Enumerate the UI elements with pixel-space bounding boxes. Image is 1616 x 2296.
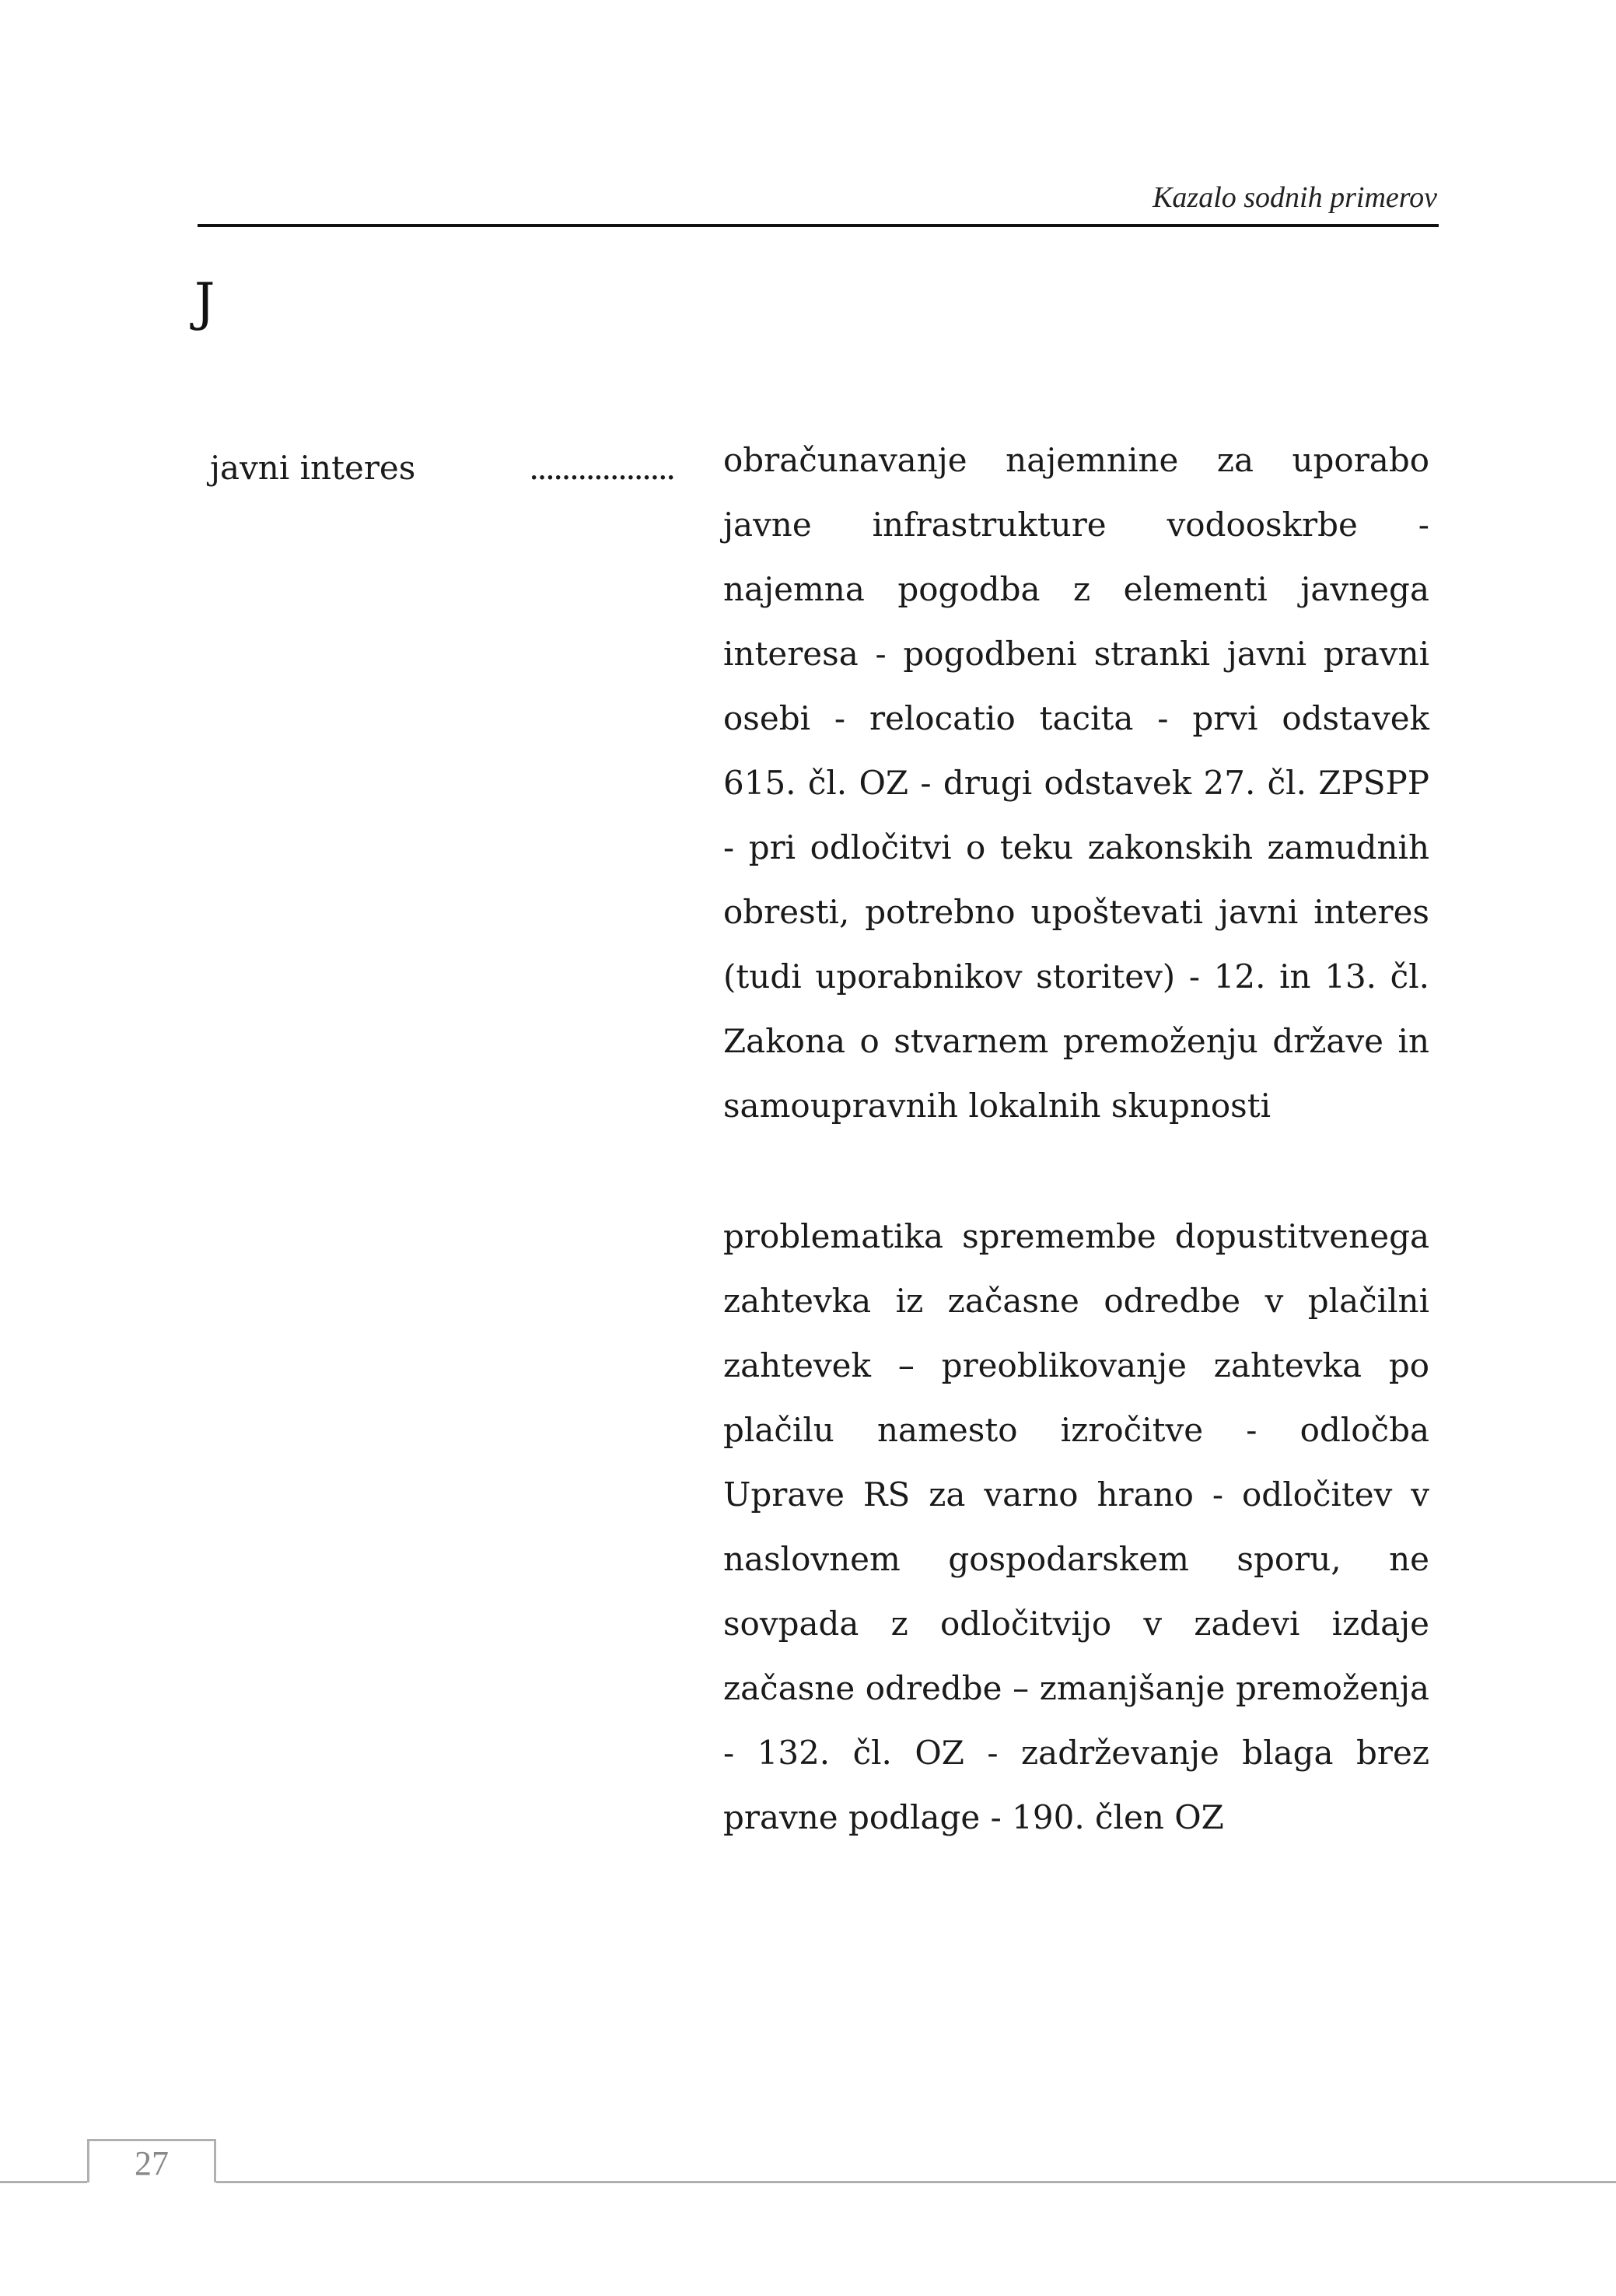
footer-rule (0, 2181, 87, 2183)
page-number: 27 (135, 2144, 169, 2182)
entry-description: obračunavanje najemnine za uporabo javne infrastrukture vodooskrbe - najemna pogodba z elementi javnega interesa - pogodbeni stranki javni pravni osebi - relocatio tacita - prvi odstavek 615. čl. OZ - drugi odstavek 27. čl. ZPSPP - pri odločitvi o teku zakonskih zamudnih obresti, potrebno upoštevati javni interes (tudi uporabnikov storitev) - 12. in 13. čl. Zakona o stvarnem premoženju države in samoupravnih lokalnih skupnosti (723, 441, 1429, 1125)
section-letter: J (194, 272, 215, 332)
footer-rule (216, 2181, 1616, 2183)
dot-leader: .................. (529, 449, 674, 487)
header-rule (198, 224, 1439, 227)
running-header: Kazalo sodnih primerov (1153, 181, 1437, 214)
index-term: javni interes (210, 449, 416, 487)
entry-description: problematika spremembe dopustitvenega zahtevka iz začasne odredbe v plačilni zahtevek – preoblikovanje zahtevka po plačilu namesto izročitve - odločba Uprave RS za varno hrano - odločitev v naslovnem gospodarskem sporu, ne sovpada z odločitvijo v zadevi izdaje začasne odredbe – zmanjšanje premoženja - 132. čl. OZ - zadrževanje blaga brez pravne podlage - 190. člen OZ (723, 1217, 1429, 1836)
